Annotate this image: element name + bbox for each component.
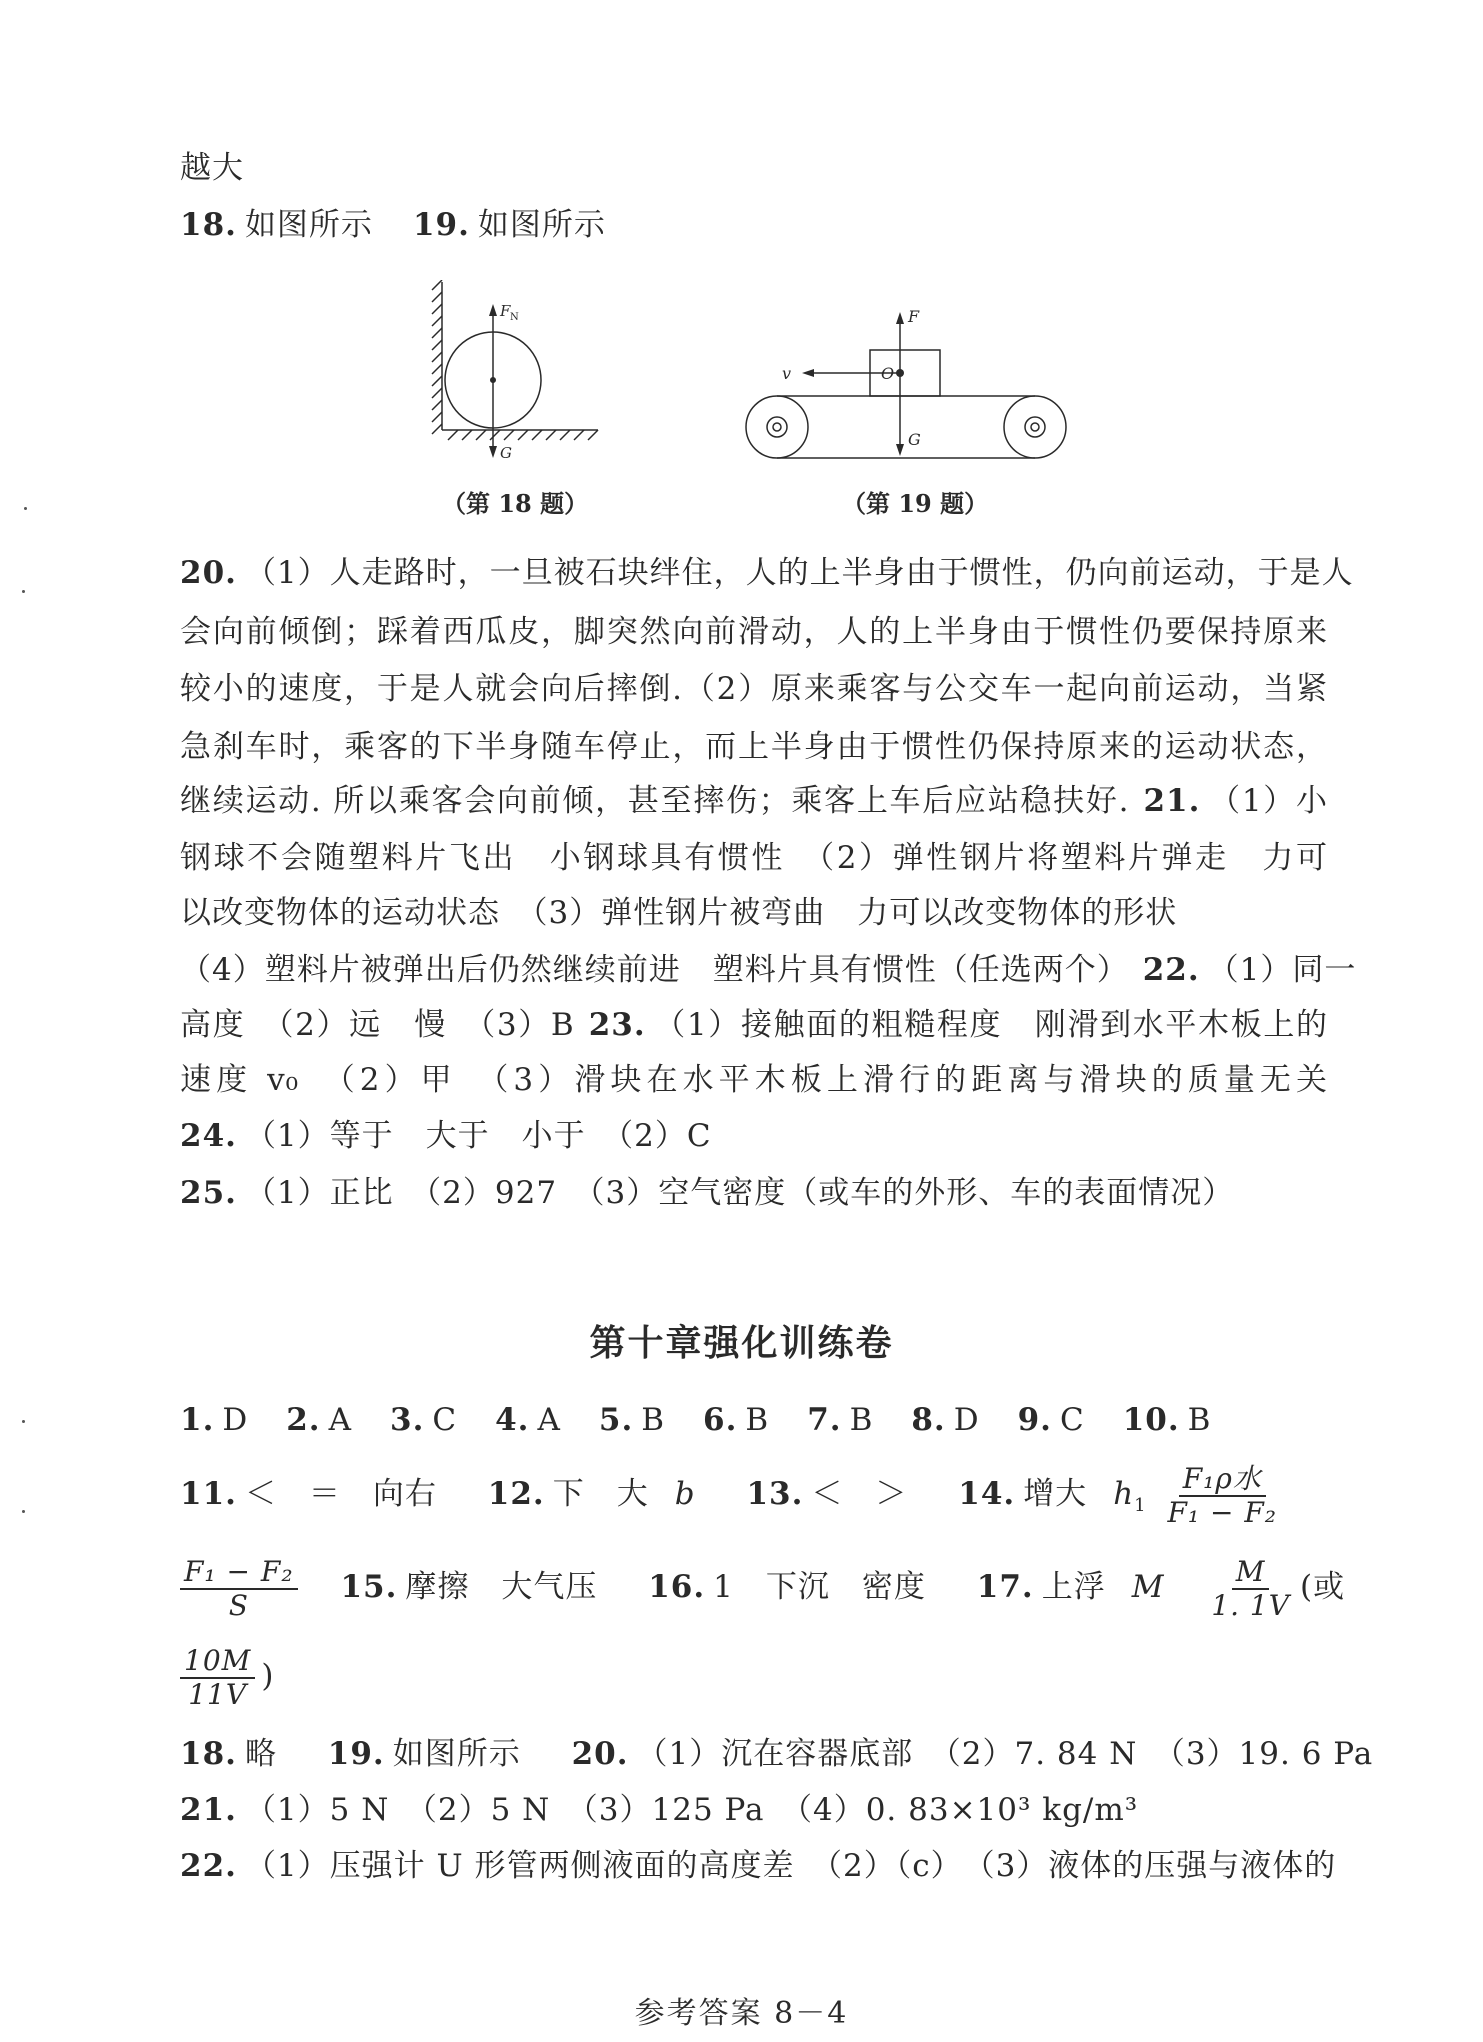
q14b-fraction-numerator: F₁ − F₂	[180, 1556, 298, 1590]
mc-answer-letter: A	[537, 1402, 561, 1438]
q17b-fraction-numerator: 10M	[180, 1645, 255, 1679]
mc-answer-letter: C	[432, 1402, 458, 1438]
q24-text: （1）等于 大于 小于 （2）C	[244, 1118, 712, 1154]
q22-q23-line	[180, 1005, 1328, 1045]
s-q22-text: （1）压强计 U 形管两侧液面的高度差 （2）（c） （3）液体的压强与液体的	[244, 1848, 1337, 1884]
q17-fraction-numerator: M	[1232, 1556, 1270, 1590]
q17b-fraction	[180, 1645, 255, 1711]
q16-number: 16.	[648, 1569, 706, 1605]
q17-fraction	[1207, 1556, 1294, 1622]
q21-text-3: 以改变物体的运动状态 （3）弹性钢片被弯曲 力可以改变物体的形状	[180, 895, 1178, 931]
q14-fraction-numerator: F₁ρ水	[1179, 1463, 1266, 1497]
mc-answer-letter: B	[1187, 1402, 1212, 1438]
q14-fraction-denominator: F₁ − F₂	[1167, 1495, 1278, 1529]
q17-or-text: (或	[1299, 1569, 1346, 1605]
mc-question-number: 8.	[911, 1402, 946, 1438]
mc-answers-row	[180, 1400, 1249, 1440]
text-continuation: 越大	[180, 150, 244, 186]
fig19-gravity-label: G	[908, 430, 921, 449]
fig19-center-label: O	[881, 364, 895, 383]
q11-text: ＜ ＝ 向右	[244, 1476, 437, 1512]
q21-number: 21.	[1143, 783, 1201, 819]
fig18-gravity-label: G	[500, 444, 512, 460]
scan-speck	[24, 507, 27, 510]
q14-h-subscript: 1	[1134, 1495, 1147, 1517]
q12-text: 下 大	[552, 1476, 649, 1512]
q17b-fraction-denominator: 11V	[188, 1677, 248, 1711]
q14b-fraction	[180, 1556, 298, 1622]
q14-fraction	[1163, 1463, 1281, 1529]
q19-number: 19.	[412, 207, 470, 243]
mc-question-number: 1.	[180, 1402, 215, 1438]
s-q20-number: 20.	[571, 1736, 629, 1772]
q21-text-2: 钢球不会随塑料片飞出 小钢球具有惯性 （2）弹性钢片将塑料片弹走 力可	[180, 840, 1328, 876]
page-footer: 参考答案 8－4	[634, 1996, 849, 2031]
s-q19-text: 如图所示	[392, 1736, 521, 1772]
figure-18-caption: （第 18 题）	[442, 489, 589, 518]
q17-text: 上浮	[1041, 1569, 1106, 1605]
mc-question-number: 6.	[703, 1402, 738, 1438]
mc-answer	[807, 1402, 873, 1438]
s-q21-number: 21.	[180, 1792, 237, 1828]
q20-q21-line-5	[180, 781, 1328, 821]
q17-variable-m: M	[1131, 1569, 1165, 1605]
mc-answer-letter: B	[745, 1402, 770, 1438]
mc-question-number: 10.	[1122, 1402, 1180, 1438]
q22-row	[180, 1846, 1337, 1886]
q20-text-2: 会向前倾倒；踩着西瓜皮，脚突然向前滑动，人的上半身由于惯性仍要保持原来	[180, 614, 1328, 650]
figure-19-conveyor-block	[740, 300, 1070, 470]
line-continuation	[180, 148, 244, 188]
q20-text-5: 继续运动. 所以乘客会向前倾，甚至摔伤；乘客上车后应站稳扶好.	[180, 783, 1130, 819]
q21-line-3	[180, 893, 1177, 933]
q15-text: 摩擦 大气压	[405, 1569, 598, 1605]
q17b-row	[180, 1640, 274, 1712]
s-q19-number: 19.	[327, 1736, 385, 1772]
figure-19-caption: （第 19 题）	[842, 489, 989, 518]
scan-speck	[22, 1420, 25, 1423]
q18-answer: 如图所示	[244, 207, 373, 243]
fig18-normal-force-subscript: N	[510, 312, 519, 323]
fig19-force-label: F	[908, 307, 920, 326]
mc-answer	[599, 1402, 665, 1438]
q14-variable-h: h	[1113, 1476, 1135, 1512]
q20-line-4	[180, 727, 1328, 767]
mc-question-number: 4.	[495, 1402, 530, 1438]
q23-line-2	[180, 1060, 1328, 1100]
q12-number: 12.	[487, 1476, 545, 1512]
mc-answer	[286, 1402, 352, 1438]
q20-line-3	[180, 669, 1328, 709]
q21-line-2	[180, 838, 1328, 878]
mc-answer-letter: C	[1059, 1402, 1085, 1438]
section-title: 第十章强化训练卷	[589, 1322, 894, 1364]
q23-text-2: 速度 v₀ （2）甲 （3）滑块在水平木板上滑行的距离与滑块的质量无关	[180, 1062, 1328, 1098]
q11-number: 11.	[180, 1476, 237, 1512]
q14-q17-row	[180, 1552, 1345, 1622]
q14-text: 增大	[1023, 1476, 1088, 1512]
scan-speck	[22, 590, 25, 593]
mc-answer-letter: D	[953, 1402, 980, 1438]
q25-text: （1）正比 （2）927 （3）空气密度（或车的外形、车的表面情况）	[244, 1175, 1235, 1211]
q15-number: 15.	[340, 1569, 398, 1605]
q19-answer: 如图所示	[477, 207, 606, 243]
fig18-normal-force-label: F	[500, 302, 511, 320]
q20-text-3: 较小的速度，于是人就会向后摔倒.（2）原来乘客与公交车一起向前运动，当紧	[180, 671, 1328, 707]
q24-line	[180, 1116, 712, 1156]
scan-speck	[22, 1510, 25, 1513]
mc-answer	[495, 1402, 561, 1438]
q14-number: 14.	[958, 1476, 1016, 1512]
mc-answer	[911, 1402, 979, 1438]
q21-text-4: （4）塑料片被弹出后仍然继续前进 塑料片具有惯性（任选两个）	[180, 952, 1129, 988]
mc-question-number: 3.	[390, 1402, 425, 1438]
q20-number: 20.	[180, 555, 237, 591]
q13-number: 13.	[746, 1476, 804, 1512]
q18-q20-row	[180, 1734, 1373, 1774]
q20-text-1: （1）人走路时，一旦被石块绊住，人的上半身由于惯性，仍向前运动，于是人	[244, 555, 1354, 591]
s-q18-number: 18.	[180, 1736, 237, 1772]
mc-answer	[1018, 1402, 1085, 1438]
mc-answer-letter: B	[849, 1402, 874, 1438]
q16-text: 1 下沉 密度	[713, 1569, 926, 1605]
mc-question-number: 9.	[1017, 1402, 1052, 1438]
mc-answer	[703, 1402, 769, 1438]
q20-line-1	[180, 553, 1354, 593]
mc-question-number: 2.	[286, 1402, 321, 1438]
q14b-fraction-denominator: S	[228, 1588, 249, 1622]
q22-text-1: （1）同一	[1207, 952, 1357, 988]
mc-answer	[180, 1402, 248, 1438]
q23-text-1: （1）接触面的粗糙程度 刚滑到水平木板上的	[653, 1007, 1328, 1043]
mc-answer	[390, 1402, 457, 1438]
q21-text-1: （1）小	[1208, 783, 1328, 819]
figure-18-ball-wall	[428, 280, 608, 460]
mc-answer	[1123, 1402, 1212, 1438]
q12-variable-b: b	[674, 1476, 696, 1512]
q13-text: ＜ ＞	[811, 1476, 908, 1512]
q22-text-2: 高度 （2）远 慢 （3）B	[180, 1007, 575, 1043]
q17-fraction-denominator: 1. 1V	[1211, 1588, 1290, 1622]
q17-close-paren: )	[261, 1658, 275, 1694]
fig19-velocity-label: v	[782, 364, 792, 383]
mc-question-number: 5.	[598, 1402, 634, 1438]
s-q20-text: （1）沉在容器底部 （2）7. 84 N （3）19. 6 Pa	[636, 1736, 1374, 1772]
q24-number: 24.	[180, 1118, 237, 1154]
mc-answer-letter: A	[328, 1402, 352, 1438]
mc-answer-letter: B	[641, 1402, 666, 1438]
s-q22-number: 22.	[180, 1848, 237, 1884]
q22-number: 22.	[1142, 952, 1200, 988]
mc-answer-letter: D	[222, 1402, 249, 1438]
line-q18-q19	[180, 205, 606, 245]
q21-row	[180, 1790, 1138, 1830]
q20-line-2	[180, 612, 1328, 652]
q25-line	[180, 1173, 1234, 1213]
s-q21-text: （1）5 N （2）5 N （3）125 Pa （4）0. 83×10³ kg/m³	[244, 1792, 1139, 1828]
q25-number: 25.	[180, 1175, 237, 1211]
q18-number: 18.	[180, 207, 237, 243]
mc-question-number: 7.	[807, 1402, 842, 1438]
q17-number: 17.	[976, 1569, 1034, 1605]
s-q18-text: 略	[244, 1736, 277, 1772]
q21-q22-line	[180, 950, 1357, 990]
q23-number: 23.	[588, 1007, 646, 1043]
q11-q14-row	[180, 1462, 1287, 1538]
q20-text-4: 急刹车时，乘客的下半身随车停止，而上半身由于惯性仍保持原来的运动状态，	[180, 729, 1328, 765]
